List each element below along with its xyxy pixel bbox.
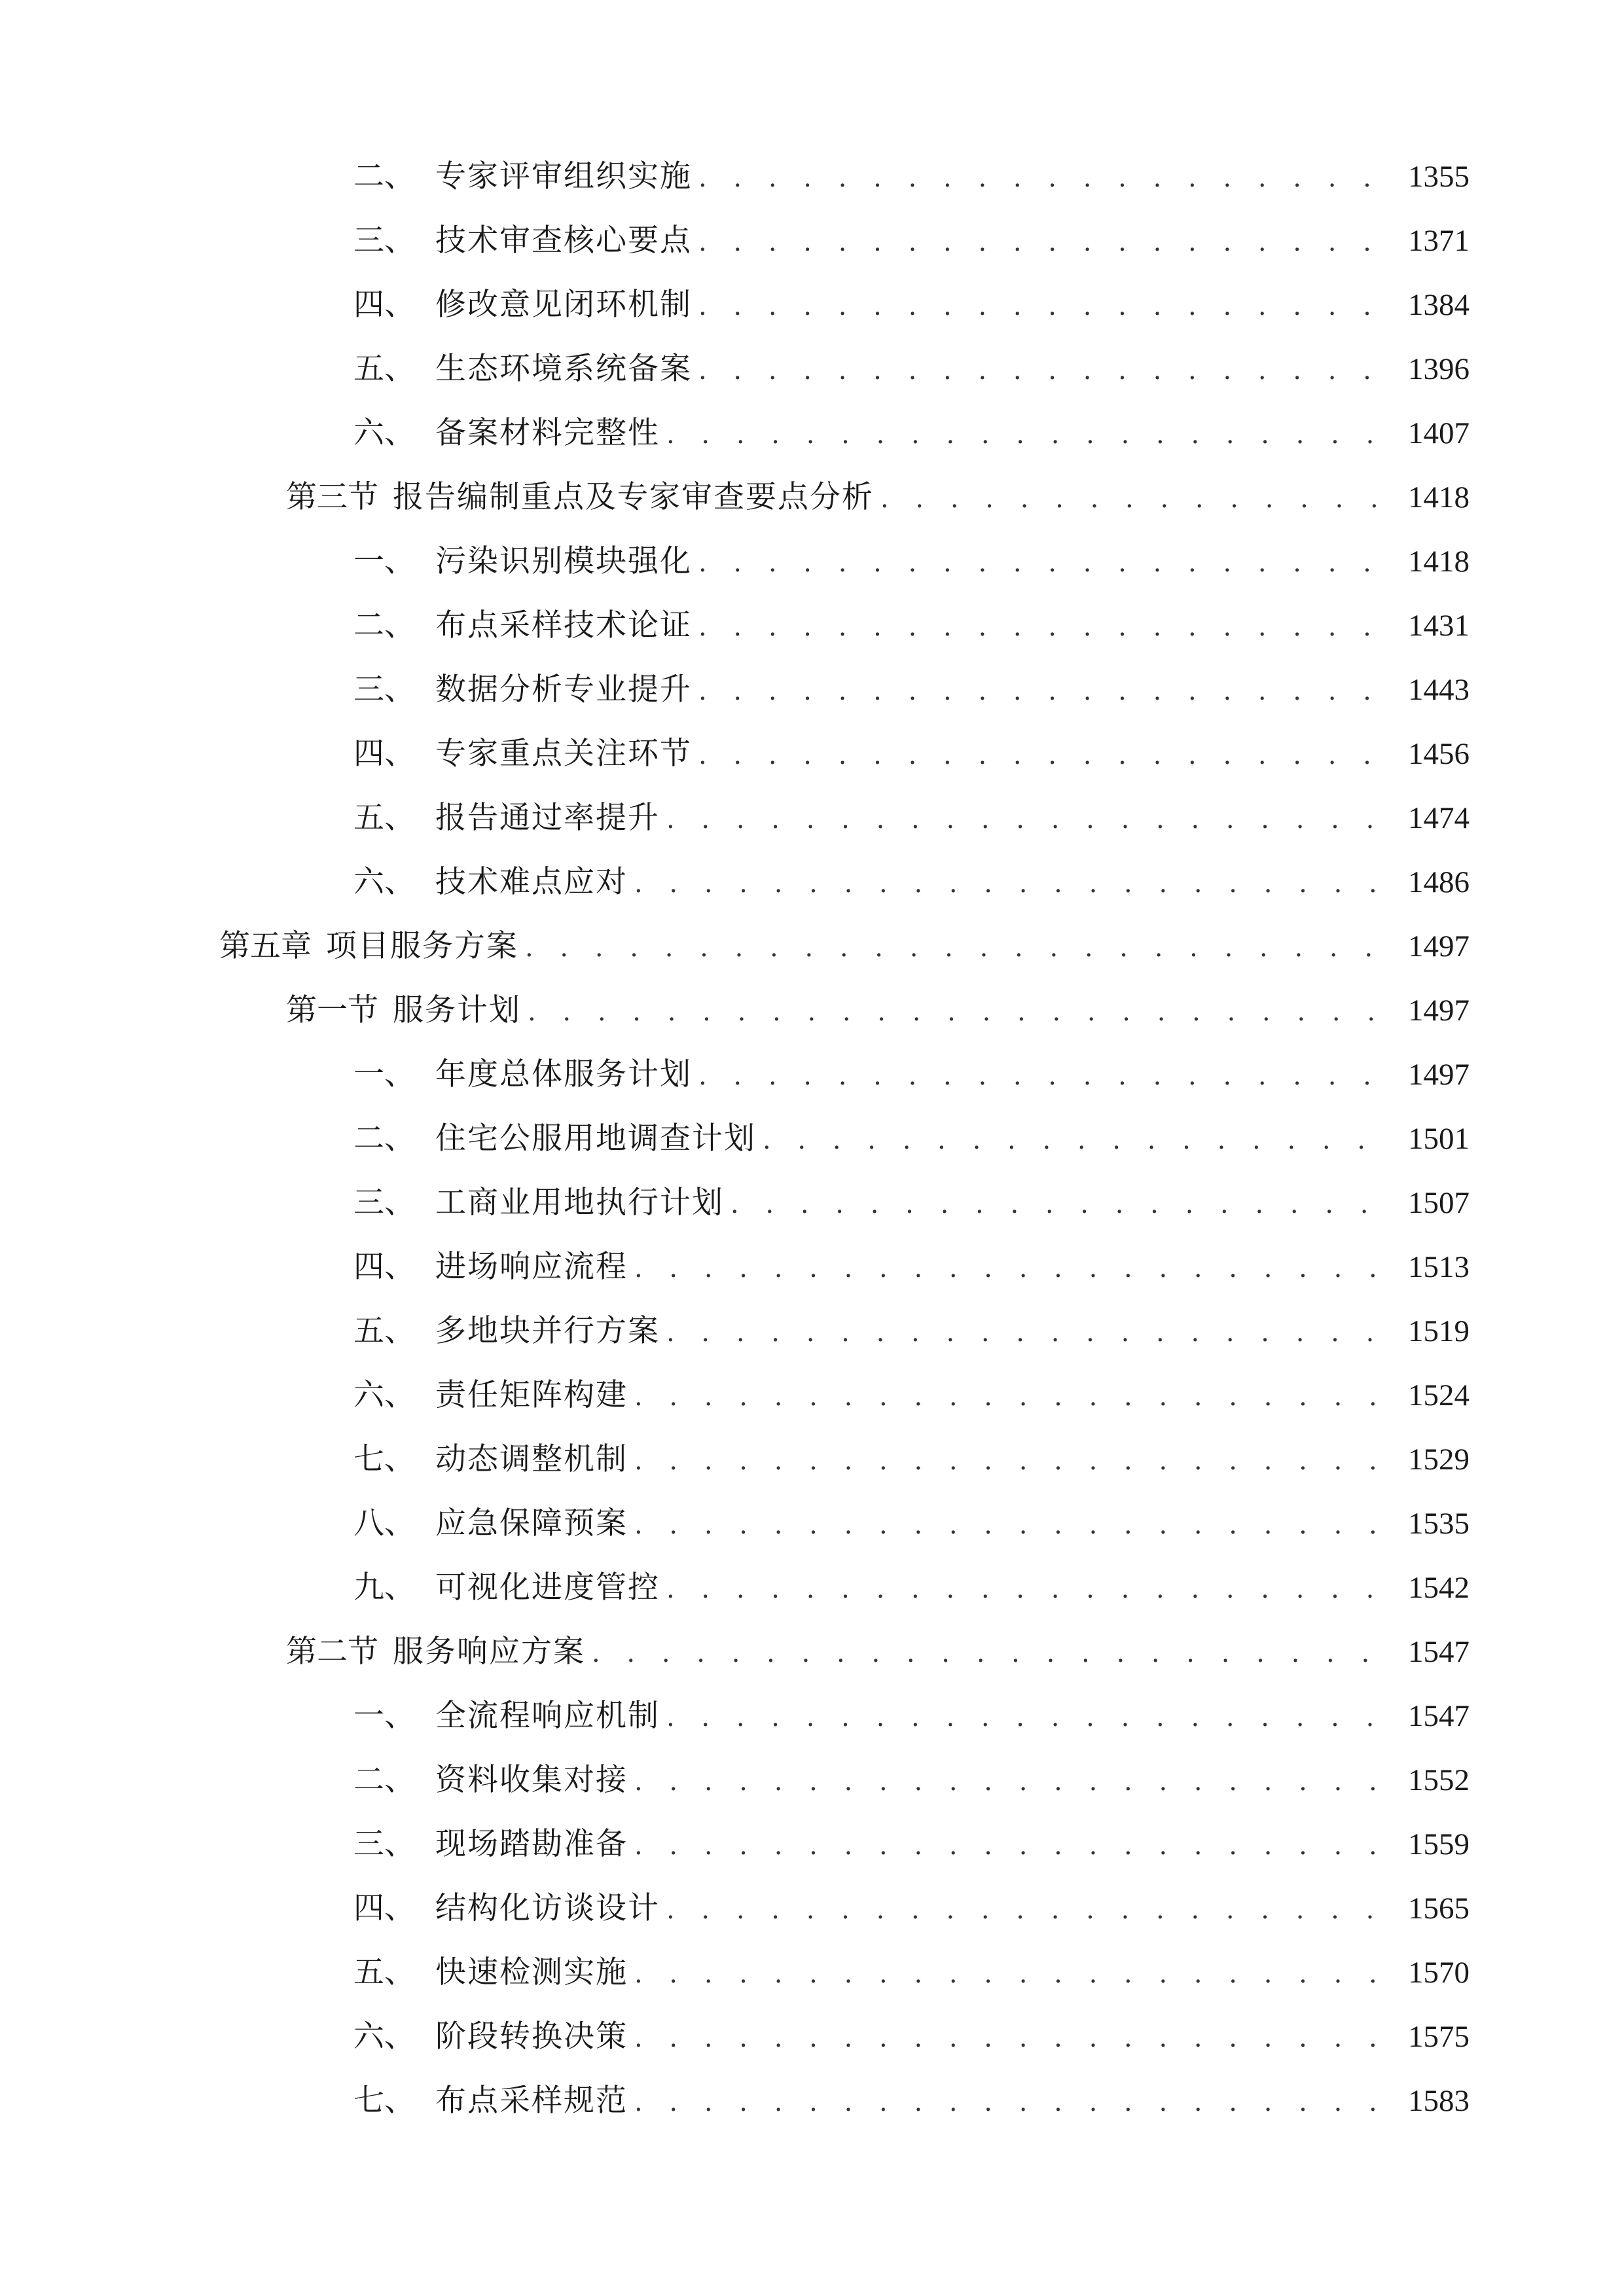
dot-leader bbox=[592, 1630, 1394, 1676]
dot-leader bbox=[634, 2079, 1394, 2125]
toc-entry-page: 1547 bbox=[1408, 1699, 1470, 1733]
toc-entry-title: 技术难点应对 bbox=[435, 864, 628, 900]
toc-entry[interactable] bbox=[353, 282, 1470, 328]
toc-entry-number: 六、 bbox=[353, 1377, 415, 1413]
toc-entry-title: 现场踏勘准备 bbox=[435, 1826, 628, 1862]
dot-leader bbox=[634, 1759, 1394, 1804]
dot-leader bbox=[698, 219, 1394, 265]
toc-entry[interactable] bbox=[353, 2078, 1470, 2124]
toc-entry[interactable] bbox=[353, 539, 1470, 584]
toc-entry-title: 报告通过率提升 bbox=[435, 800, 660, 836]
toc-entry-page: 1570 bbox=[1408, 1956, 1470, 1990]
dot-leader bbox=[666, 1695, 1394, 1740]
toc-entry[interactable] bbox=[353, 1757, 1470, 1803]
toc-entry-number: 三、 bbox=[353, 1185, 415, 1221]
toc-section-entry[interactable] bbox=[286, 475, 1470, 520]
toc-entry[interactable] bbox=[353, 1052, 1470, 1098]
dot-leader bbox=[634, 1951, 1394, 1997]
dot-leader bbox=[634, 1246, 1394, 1291]
toc-entry-page: 1396 bbox=[1408, 352, 1470, 386]
toc-entry-number: 六、 bbox=[353, 415, 415, 451]
toc-entry-number: 四、 bbox=[353, 1890, 415, 1926]
toc-entry-title: 污染识别模块强化 bbox=[435, 543, 692, 579]
toc-entry-page: 1552 bbox=[1408, 1763, 1470, 1797]
toc-entry[interactable] bbox=[353, 1501, 1470, 1547]
dot-leader bbox=[763, 1117, 1394, 1163]
dot-leader bbox=[698, 540, 1394, 586]
toc-entry-title: 全流程响应机制 bbox=[435, 1698, 660, 1734]
toc-entry-title: 工商业用地执行计划 bbox=[435, 1185, 724, 1221]
toc-section-entry[interactable] bbox=[286, 1629, 1470, 1675]
toc-entry-page: 1547 bbox=[1408, 1635, 1470, 1669]
toc-entry-page: 1575 bbox=[1408, 2020, 1470, 2054]
toc-entry-page: 1407 bbox=[1408, 416, 1470, 450]
toc-entry-page: 1513 bbox=[1408, 1250, 1470, 1284]
toc-entry-title: 资料收集对接 bbox=[435, 1762, 628, 1798]
toc-entry-title: 服务计划 bbox=[393, 992, 521, 1028]
toc-entry-title: 数据分析专业提升 bbox=[435, 672, 692, 708]
dot-leader bbox=[666, 797, 1394, 842]
toc-entry[interactable] bbox=[353, 1244, 1470, 1290]
toc-entry-number: 五、 bbox=[353, 800, 415, 836]
toc-entry[interactable] bbox=[353, 1372, 1470, 1418]
dot-leader bbox=[666, 412, 1394, 457]
toc-entry-title: 技术审查核心要点 bbox=[435, 223, 692, 259]
toc-entry[interactable] bbox=[353, 410, 1470, 456]
toc-entry-number: 五、 bbox=[353, 1313, 415, 1349]
toc-entry-page: 1371 bbox=[1408, 224, 1470, 258]
dot-leader bbox=[698, 1053, 1394, 1099]
toc-entry-title: 阶段转换决策 bbox=[435, 2018, 628, 2054]
toc-entry[interactable] bbox=[353, 346, 1470, 392]
toc-entry-page: 1418 bbox=[1408, 545, 1470, 579]
toc-entry-page: 1474 bbox=[1408, 801, 1470, 835]
toc-entry-title: 可视化进度管控 bbox=[435, 1570, 660, 1605]
toc-entry-page: 1355 bbox=[1408, 160, 1470, 194]
toc-entry[interactable] bbox=[353, 1116, 1470, 1162]
toc-entry-number: 二、 bbox=[353, 158, 415, 194]
toc-entry-title: 生态环境系统备案 bbox=[435, 351, 692, 387]
toc-entry-number: 三、 bbox=[353, 1826, 415, 1862]
toc-entry-number: 八、 bbox=[353, 1505, 415, 1541]
toc-entry-title: 布点采样技术论证 bbox=[435, 607, 692, 643]
toc-entry-title: 服务响应方案 bbox=[393, 1634, 585, 1670]
toc-entry[interactable] bbox=[353, 1437, 1470, 1482]
toc-entry-number: 三、 bbox=[353, 672, 415, 708]
toc-entry-title: 报告编制重点及专家审查要点分析 bbox=[393, 479, 874, 515]
toc-entry[interactable] bbox=[353, 1180, 1470, 1226]
toc-entry-page: 1418 bbox=[1408, 480, 1470, 514]
toc-entry-page: 1583 bbox=[1408, 2084, 1470, 2118]
toc-entry[interactable] bbox=[353, 1308, 1470, 1354]
dot-leader bbox=[666, 1887, 1394, 1933]
toc-entry-number: 四、 bbox=[353, 287, 415, 323]
toc-entry[interactable] bbox=[353, 731, 1470, 777]
toc-entry-title: 责任矩阵构建 bbox=[435, 1377, 628, 1413]
dot-leader bbox=[666, 1310, 1394, 1355]
toc-entry-number: 七、 bbox=[353, 1441, 415, 1477]
toc-entry-title: 动态调整机制 bbox=[435, 1441, 628, 1477]
toc-entry[interactable] bbox=[353, 1886, 1470, 1931]
toc-section-entry[interactable] bbox=[286, 988, 1470, 1033]
toc-entry-title: 多地块并行方案 bbox=[435, 1313, 660, 1349]
toc-entry[interactable] bbox=[353, 154, 1470, 200]
dot-leader bbox=[698, 348, 1394, 393]
toc-entry-page: 1431 bbox=[1408, 609, 1470, 643]
toc-entry-page: 1524 bbox=[1408, 1378, 1470, 1412]
toc-entry-number: 第三节 bbox=[286, 479, 378, 515]
dot-leader bbox=[666, 1566, 1394, 1612]
toc-entry-title: 年度总体服务计划 bbox=[435, 1056, 692, 1092]
dot-leader bbox=[525, 925, 1394, 971]
toc-entry[interactable] bbox=[353, 1565, 1470, 1611]
dot-leader bbox=[698, 668, 1394, 714]
toc-entry-title: 进场响应流程 bbox=[435, 1249, 628, 1285]
toc-entry-number: 五、 bbox=[353, 1954, 415, 1990]
toc-entry-title: 修改意见闭环机制 bbox=[435, 287, 692, 323]
toc-entry-page: 1519 bbox=[1408, 1314, 1470, 1348]
toc-entry[interactable] bbox=[353, 603, 1470, 649]
toc-entry-title: 布点采样规范 bbox=[435, 2083, 628, 2119]
toc-entry-number: 二、 bbox=[353, 1762, 415, 1798]
toc-entry[interactable] bbox=[353, 795, 1470, 841]
toc-entry-page: 1443 bbox=[1408, 673, 1470, 707]
dot-leader bbox=[634, 1823, 1394, 1869]
toc-entry-number: 三、 bbox=[353, 223, 415, 259]
dot-leader bbox=[634, 1374, 1394, 1420]
dot-leader bbox=[698, 732, 1394, 778]
dot-leader bbox=[731, 1181, 1394, 1227]
toc-entry[interactable] bbox=[353, 1950, 1470, 1996]
toc-entry-number: 七、 bbox=[353, 2083, 415, 2119]
toc-entry-page: 1559 bbox=[1408, 1827, 1470, 1861]
toc-entry-page: 1497 bbox=[1408, 929, 1470, 963]
dot-leader bbox=[880, 476, 1394, 522]
toc-entry-number: 二、 bbox=[353, 607, 415, 643]
toc-entry-number: 五、 bbox=[353, 351, 415, 387]
toc-entry-number: 四、 bbox=[353, 1249, 415, 1285]
toc-entry-number: 第五章 bbox=[219, 928, 312, 964]
toc-entry-page: 1456 bbox=[1408, 737, 1470, 771]
toc-entry-title: 快速检测实施 bbox=[435, 1954, 628, 1990]
toc-entry-number: 一、 bbox=[353, 543, 415, 579]
toc-entry-title: 专家重点关注环节 bbox=[435, 736, 692, 772]
dot-leader bbox=[698, 283, 1394, 329]
toc-entry-page: 1542 bbox=[1408, 1571, 1470, 1605]
toc-chapter-entry[interactable] bbox=[219, 924, 1470, 969]
toc-entry-number: 二、 bbox=[353, 1121, 415, 1157]
toc-entry-number: 六、 bbox=[353, 864, 415, 900]
toc-entry-title: 专家评审组织实施 bbox=[435, 158, 692, 194]
toc-entry-page: 1535 bbox=[1408, 1507, 1470, 1541]
toc-entry-title: 备案材料完整性 bbox=[435, 415, 660, 451]
toc-entry-title: 项目服务方案 bbox=[326, 928, 518, 964]
dot-leader bbox=[634, 1438, 1394, 1484]
toc-entry[interactable] bbox=[353, 218, 1470, 264]
toc-entry[interactable] bbox=[353, 1821, 1470, 1867]
dot-leader bbox=[698, 604, 1394, 650]
toc-entry-title: 住宅公服用地调查计划 bbox=[435, 1121, 756, 1157]
toc-entry[interactable] bbox=[353, 859, 1470, 905]
toc-entry-page: 1486 bbox=[1408, 865, 1470, 899]
dot-leader bbox=[528, 989, 1394, 1035]
toc-entry-page: 1565 bbox=[1408, 1892, 1470, 1926]
toc-entry[interactable] bbox=[353, 2014, 1470, 2060]
toc-entry-number: 九、 bbox=[353, 1570, 415, 1605]
toc-entry-page: 1529 bbox=[1408, 1443, 1470, 1477]
dot-leader bbox=[634, 2015, 1394, 2061]
toc-entry-number: 六、 bbox=[353, 2018, 415, 2054]
toc-entry-number: 一、 bbox=[353, 1698, 415, 1734]
dot-leader bbox=[634, 1502, 1394, 1548]
toc-entry-number: 第一节 bbox=[286, 992, 378, 1028]
dot-leader bbox=[634, 861, 1394, 906]
toc-entry-page: 1497 bbox=[1408, 1058, 1470, 1092]
toc-entry-page: 1384 bbox=[1408, 288, 1470, 322]
toc-entry[interactable] bbox=[353, 1693, 1470, 1739]
toc-entry-title: 结构化访谈设计 bbox=[435, 1890, 660, 1926]
toc-entry-page: 1497 bbox=[1408, 994, 1470, 1028]
toc-entry-page: 1501 bbox=[1408, 1122, 1470, 1156]
toc-entry-number: 第二节 bbox=[286, 1634, 378, 1670]
toc-entry[interactable] bbox=[353, 667, 1470, 713]
toc-entry-number: 四、 bbox=[353, 736, 415, 772]
toc-entry-title: 应急保障预案 bbox=[435, 1505, 628, 1541]
toc-entry-number: 一、 bbox=[353, 1056, 415, 1092]
toc-entry-page: 1507 bbox=[1408, 1186, 1470, 1220]
dot-leader bbox=[698, 155, 1394, 201]
